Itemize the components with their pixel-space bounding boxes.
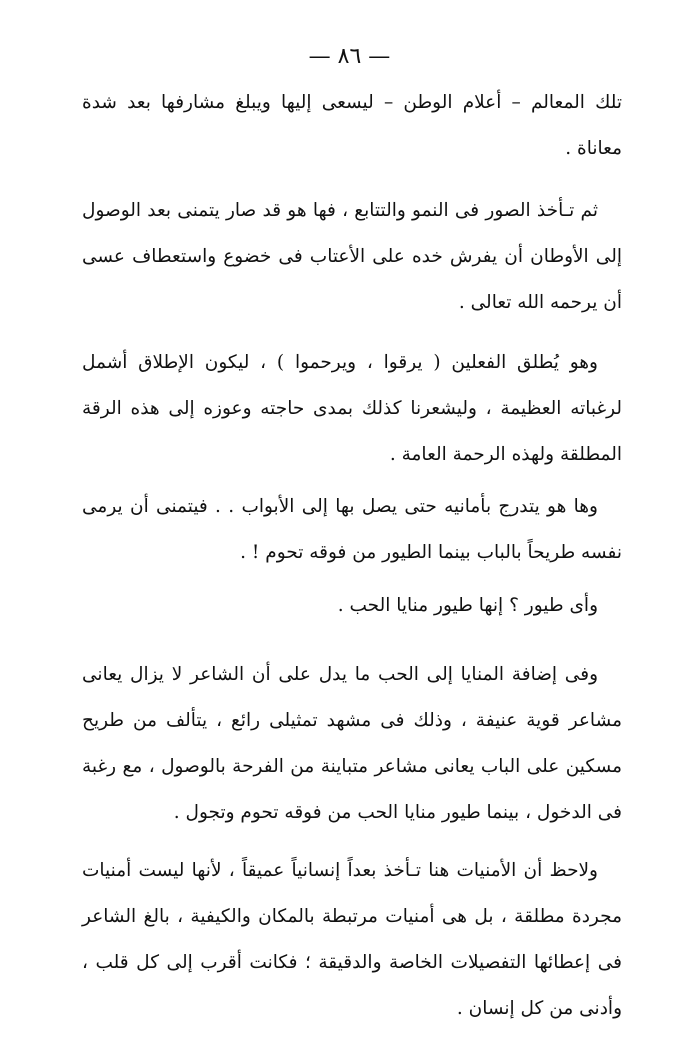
paragraph-6-text: وفى إضافة المنايا إلى الحب ما يدل على أن الشاعر لا يزال يعانى مشاعر قوية عنيفة ، وذلك فى مشهد تمثيلى رائع ، يتألف من طريح مسكين على الباب يعانى مشاعر متباينة من الفرحة بالوصول ، مع رغبة فى الدخول ، بينما طيور منايا الحب من فوقه تحوم وتجول . bbox=[82, 664, 622, 823]
page-number: — ٨٦ — bbox=[308, 44, 391, 69]
paragraph-6 bbox=[82, 652, 622, 836]
paragraph-3-text: وهو يُطلق الفعلين ( يرقوا ، ويرحموا ) ، ليكون الإطلاق أشمل لرغباته العظيمة ، وليشعرنا كذلك بمدى حاجته وعوزه إلى هذه الرقة المطلقة ولهذه الرحمة العامة . bbox=[82, 352, 622, 465]
paragraph-3 bbox=[82, 340, 622, 478]
paragraph-5-text: وأى طيور ؟ إنها طيور منايا الحب . bbox=[337, 595, 598, 616]
paragraph-7 bbox=[82, 848, 622, 1032]
paragraph-2 bbox=[82, 188, 622, 326]
paragraph-7-text: ولاحظ أن الأمنيات هنا تـأخذ بعداً إنسانياً عميقاً ، لأنها ليست أمنيات مجردة مطلقة ، بل هى أمنيات مرتبطة بالمكان والكيفية ، بالغ الشاعر فى إعطائها التفصيلات الخاصة والدقيقة ؛ فكانت أقرب إلى كل قلب ، وأدنى من كل إنسان . bbox=[82, 860, 622, 1019]
paragraph-1 bbox=[82, 80, 622, 172]
paragraph-1-text: تلك المعالم – أعلام الوطن – ليسعى إليها ويبلغ مشارفها بعد شدة معاناة . bbox=[82, 92, 622, 159]
paragraph-4 bbox=[82, 484, 622, 576]
paragraph-4-text: وها هو يتدرج بأمانيه حتى يصل بها إلى الأبواب . . فيتمنى أن يرمى نفسه طريحاً بالباب بينما الطيور من فوقه تحوم ! . bbox=[82, 496, 622, 563]
paragraph-2-text: ثم تـأخذ الصور فى النمو والتتابع ، فها هو قد صار يتمنى بعد الوصول إلى الأوطان أن يفرش خده على الأعتاب فى خضوع واستعطاف عسى أن يرحمه الله تعالى . bbox=[82, 200, 622, 313]
paragraph-5 bbox=[82, 583, 622, 629]
